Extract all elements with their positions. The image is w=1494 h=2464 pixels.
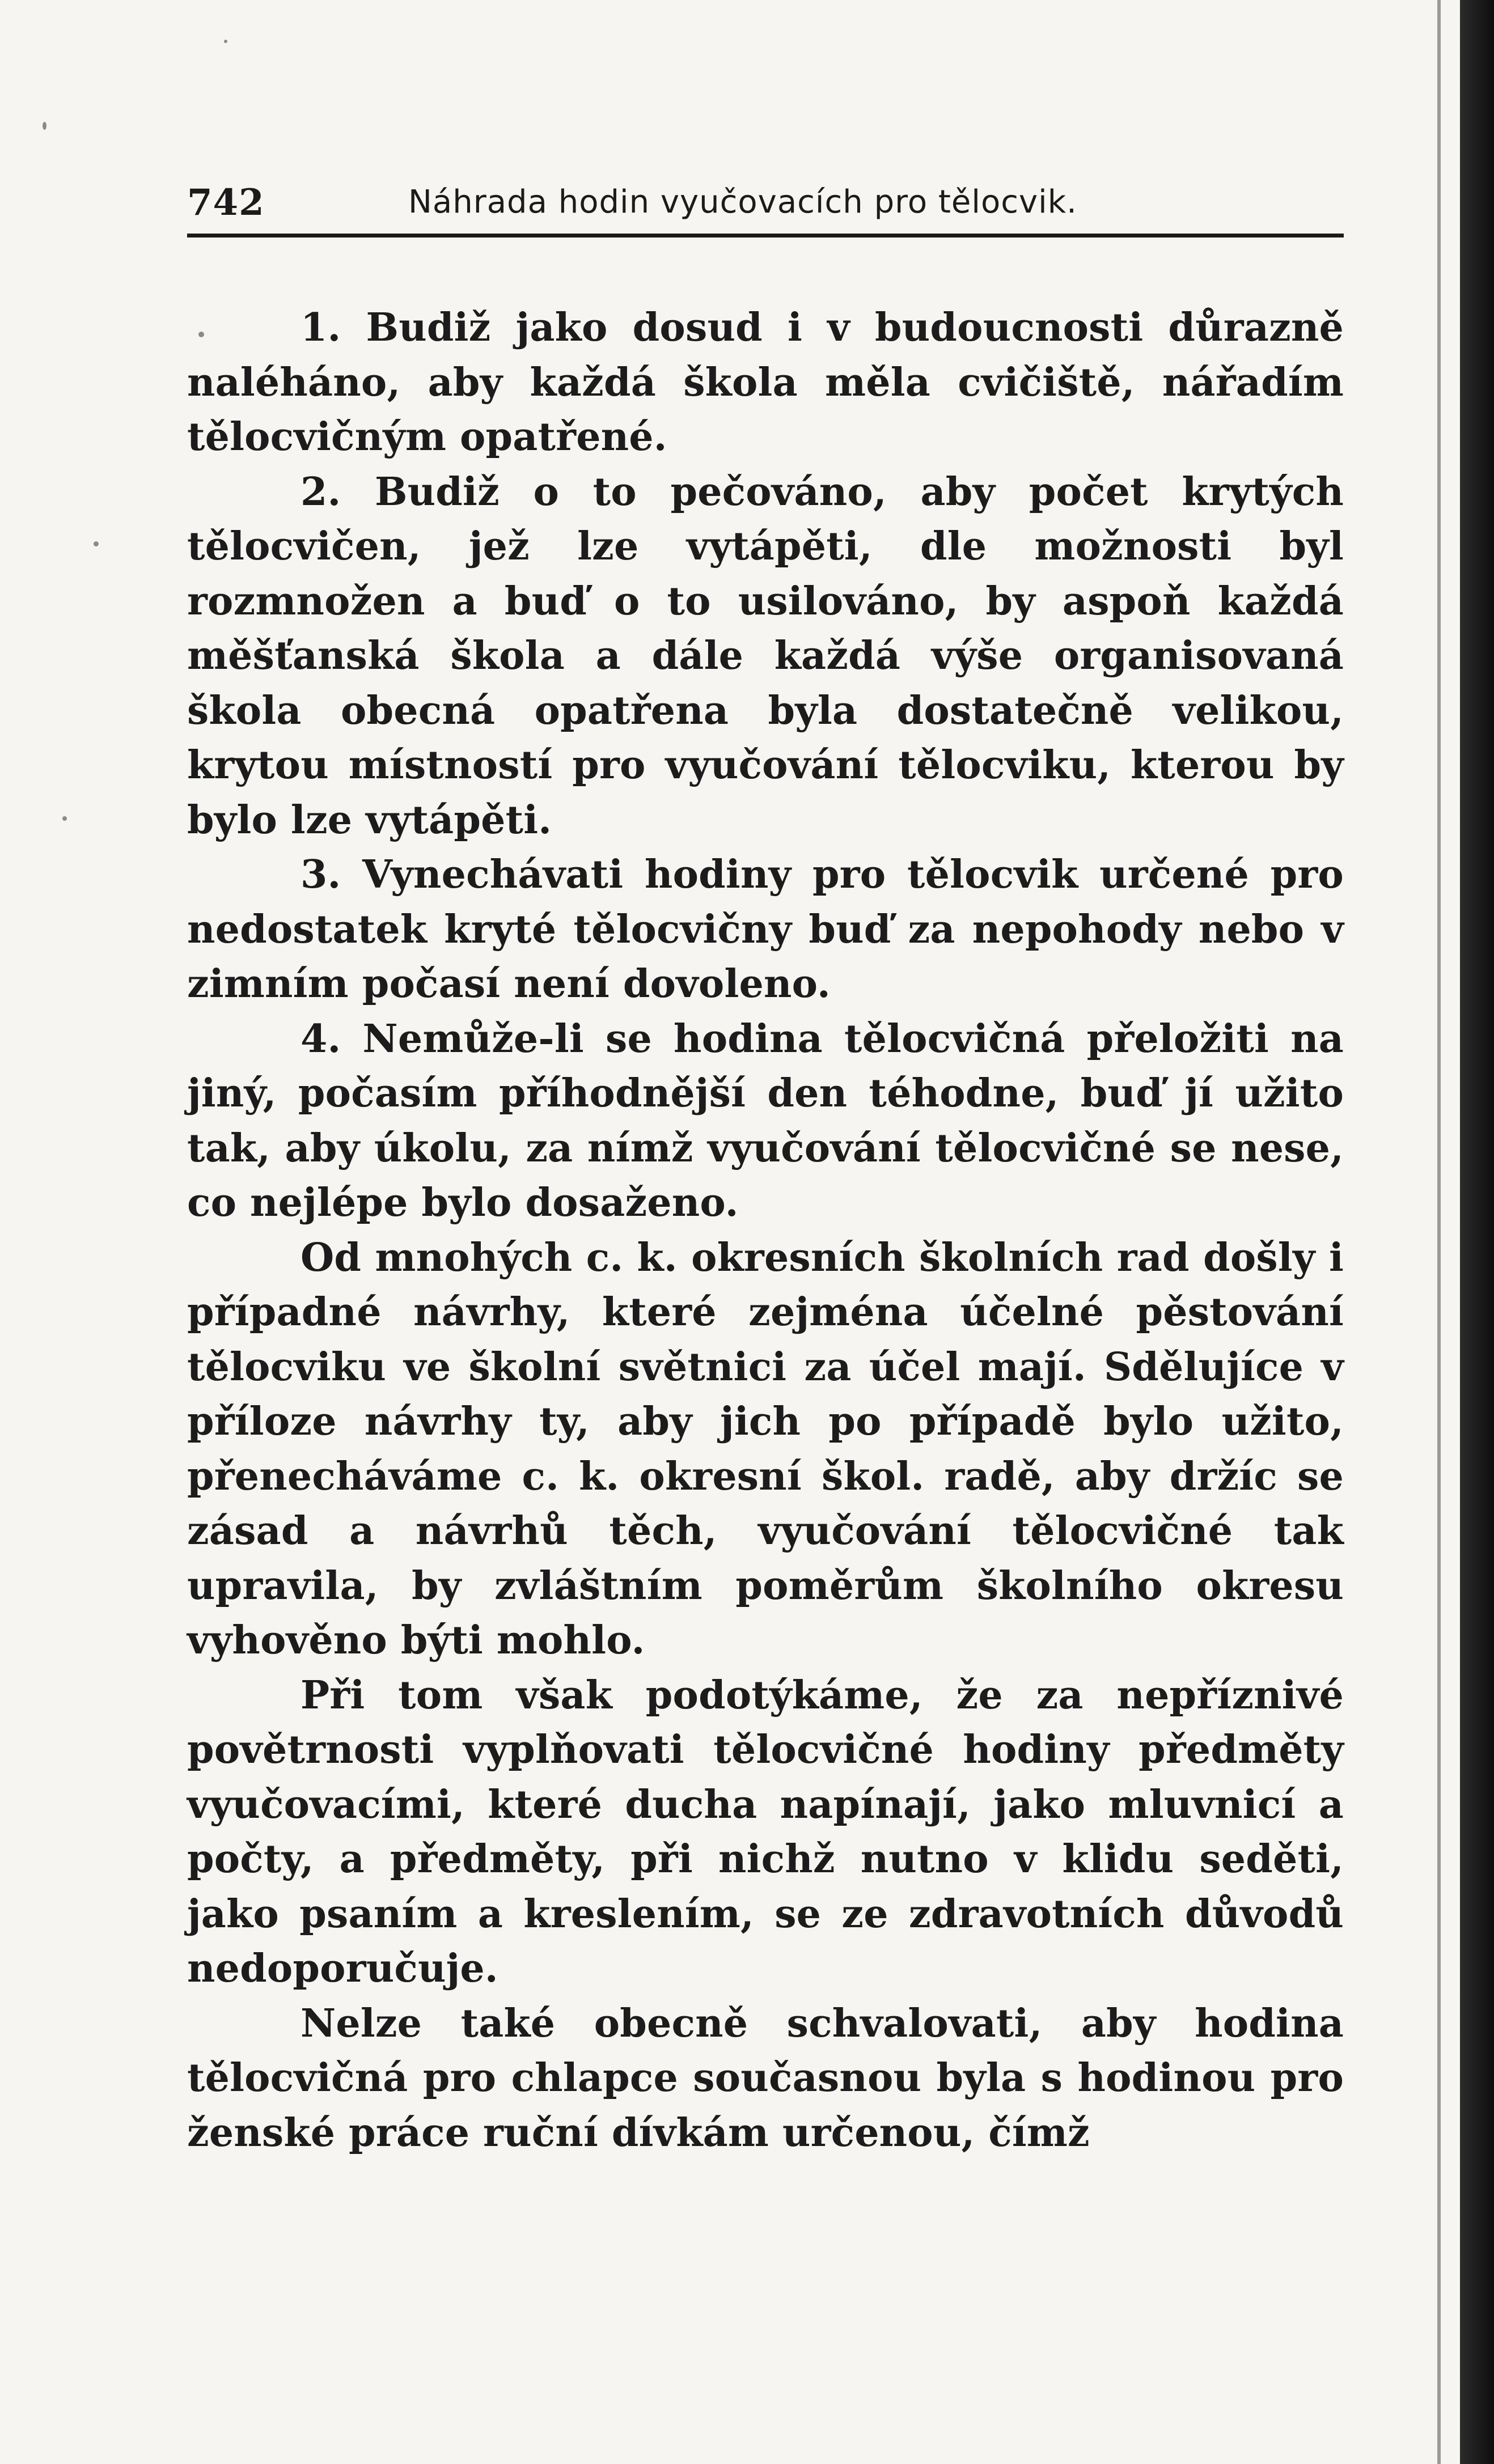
page-number: 742 (187, 181, 265, 224)
paragraph-1: 1. Budiž jako dosud i v budoucnosti důrazně naléháno, aby každá škola měla cvičiště, nářadím tělocvičným opatřené. (187, 305, 1344, 460)
body-text (187, 300, 1344, 2160)
print-speck (224, 40, 227, 43)
paragraph-2: 2. Budiž o to pečováno, aby počet krytých tělocvičen, jež lze vytápěti, dle možnosti byl rozmnožen a buď o to usilováno, by aspoň každá měšťanská škola a dále každá výše organisovaná škola obecná opatřena byla dostatečně velikou, krytou místností pro vyučování tělocviku, kterou by bylo lze vytápěti. (187, 469, 1344, 843)
paragraph-6: Při tom však podotýkáme, že za nepříznivé povětrnosti vyplňovati tělocvičné hodiny předměty vyučovacími, které ducha napínají, jako mluvnicí a počty, a předměty, při nichž nutno v klidu seděti, jako psaním a kreslením, se ze zdravotních důvodů nedoporučuje. (187, 1672, 1344, 1991)
print-speck (94, 541, 99, 546)
page-edge-shadow (1460, 0, 1494, 2464)
print-speck (198, 332, 204, 337)
running-head: Náhrada hodin vyučovacích pro tělocvik. (408, 184, 1077, 220)
print-speck (62, 816, 67, 821)
print-speck (43, 122, 46, 130)
page-header (187, 181, 1344, 232)
paragraph-7: Nelze také obecně schvalovati, aby hodina tělocvičná pro chlapce současnou byla s hodinou pro ženské práce ruční dívkám určenou, čímž (187, 2000, 1344, 2156)
paragraph-5: Od mnohých c. k. okresních školních rad došly i případné návrhy, které zejména účelné pěstování tělocviku ve školní světnici za účel mají. Sdělujíce v příloze návrhy ty, aby jich po případě bylo užito, přenecháváme c. k. okresní škol. radě, aby držíc se zásad a návrhů těch, vyučování tělocvičné tak upravila, by zvláštním poměrům školního okresu vyhověno býti mohlo. (187, 1235, 1344, 1663)
page-edge-line (1437, 0, 1441, 2464)
paragraph-3: 3. Vynechávati hodiny pro tělocvik určené pro nedostatek kryté tělocvičny buď za nepohody nebo v zimním počasí není dovoleno. (187, 852, 1344, 1007)
header-rule (187, 234, 1344, 238)
paragraph-4: 4. Nemůže-li se hodina tělocvičná přeložiti na jiný, počasím příhodnější den téhodne, buď jí užito tak, aby úkolu, za nímž vyučování tělocvičné se nese, co nejlépe bylo dosaženo. (187, 1016, 1344, 1225)
